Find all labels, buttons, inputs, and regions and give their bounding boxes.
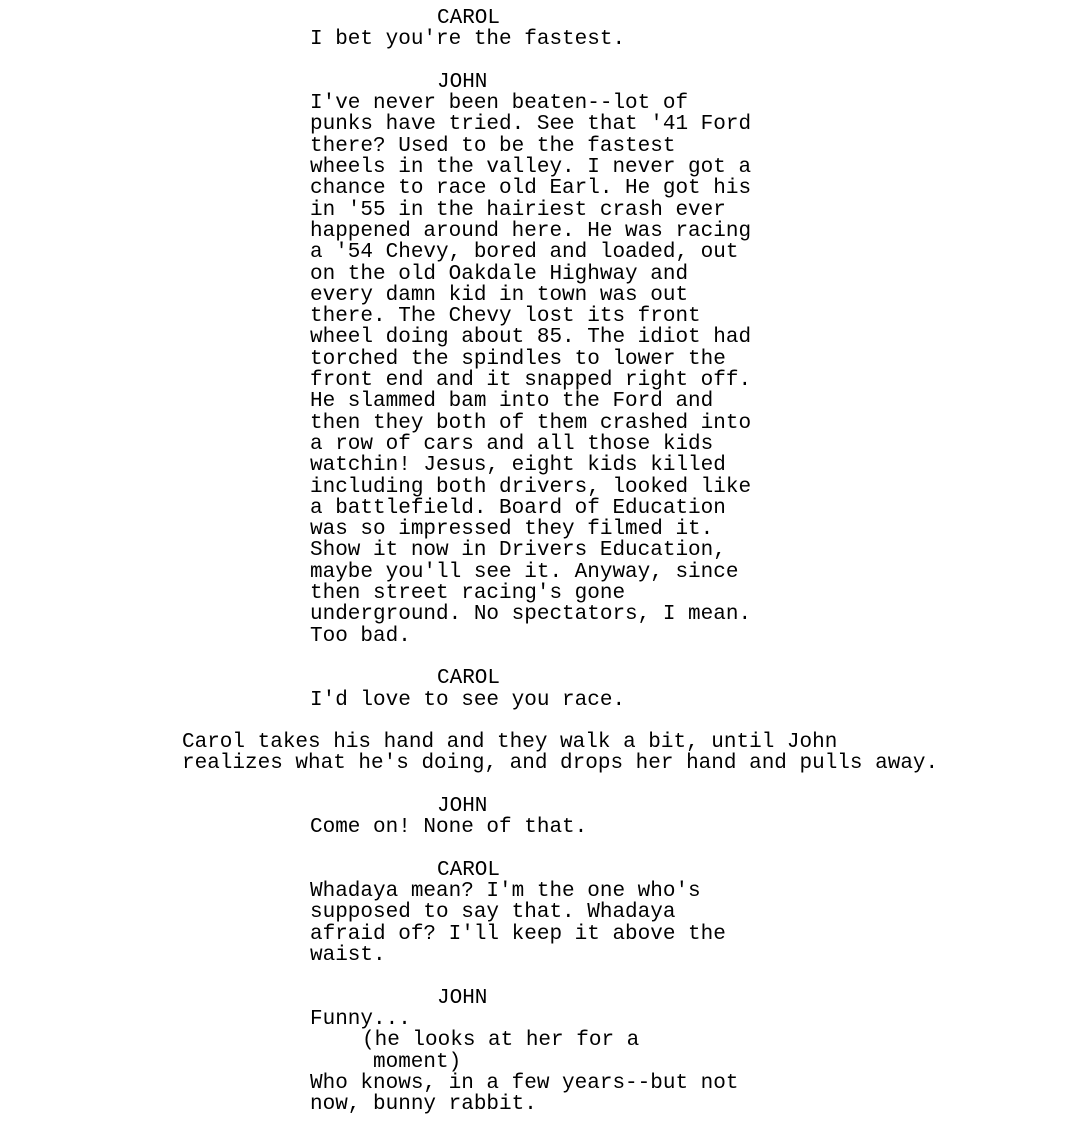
dialogue-line: waist. [310, 944, 386, 968]
character-name: JOHN [437, 70, 488, 94]
dialogue-line: was so impressed they filmed it. [310, 518, 714, 542]
dialogue-line: supposed to say that. Whadaya [310, 901, 676, 925]
dialogue-line: then street racing's gone [310, 582, 626, 606]
action-line: Carol takes his hand and they walk a bit, until John [182, 731, 838, 755]
dialogue-line: I'd love to see you race. [310, 688, 626, 712]
dialogue-line: including both drivers, looked like [310, 475, 752, 499]
blank-line [0, 775, 1070, 796]
dialogue-line: a row of cars and all those kids [310, 432, 714, 456]
screenplay-page [0, 8, 1070, 1115]
dialogue-line: Show it now in Drivers Education, [310, 539, 726, 563]
character-name: JOHN [437, 986, 488, 1010]
dialogue-line: front end and it snapped right off. [310, 369, 752, 393]
character-name: CAROL [437, 667, 501, 691]
dialogue-line: every damn kid in town was out [310, 283, 689, 307]
dialogue-line: underground. No spectators, I mean. [310, 603, 752, 627]
dialogue-line: watchin! Jesus, eight kids killed [310, 454, 726, 478]
dialogue-line: torched the spindles to lower the [310, 347, 726, 371]
character-name: CAROL [437, 7, 501, 30]
dialogue-line: wheels in the valley. I never got a [310, 156, 752, 180]
character-name: JOHN [437, 794, 488, 818]
dialogue-line: now, bunny rabbit. [310, 1093, 537, 1117]
parenthetical-line: moment) [373, 1050, 462, 1074]
dialogue-line: in '55 in the hairiest crash ever [310, 198, 726, 222]
dialogue-line: happened around here. He was racing [310, 219, 752, 243]
blank-line [0, 51, 1070, 72]
dialogue-line: on the old Oakdale Highway and [310, 262, 689, 286]
dialogue-line: there. The Chevy lost its front [310, 305, 701, 329]
blank-line [0, 711, 1070, 732]
action-line: realizes what he's doing, and drops her hand and pulls away. [182, 752, 939, 776]
blank-line [0, 647, 1070, 668]
dialogue-line: chance to race old Earl. He got his [310, 177, 752, 201]
dialogue-line: I've never been beaten--lot of [310, 92, 689, 116]
dialogue-line: then they both of them crashed into [310, 411, 752, 435]
blank-line [0, 839, 1070, 860]
dialogue-line: Funny... [310, 1007, 411, 1031]
blank-line [0, 966, 1070, 987]
dialogue-line: Whadaya mean? I'm the one who's [310, 880, 701, 904]
dialogue-line: punks have tried. See that '41 Ford [310, 113, 752, 137]
dialogue-line: a '54 Chevy, bored and loaded, out [310, 241, 739, 265]
dialogue-line: maybe you'll see it. Anyway, since [310, 560, 739, 584]
dialogue-line: Come on! None of that. [310, 816, 588, 840]
parenthetical-line: (he looks at her for a [362, 1029, 640, 1053]
dialogue-line: Who knows, in a few years--but not [310, 1071, 739, 1095]
dialogue-line: there? Used to be the fastest [310, 134, 676, 158]
dialogue-line: wheel doing about 85. The idiot had [310, 326, 752, 350]
dialogue-line: a battlefield. Board of Education [310, 496, 726, 520]
dialogue-line: Too bad. [310, 624, 411, 648]
character-name: CAROL [437, 858, 501, 882]
dialogue-line: I bet you're the fastest. [310, 28, 626, 52]
dialogue-line: afraid of? I'll keep it above the [310, 922, 726, 946]
dialogue-line: He slammed bam into the Ford and [310, 390, 714, 414]
